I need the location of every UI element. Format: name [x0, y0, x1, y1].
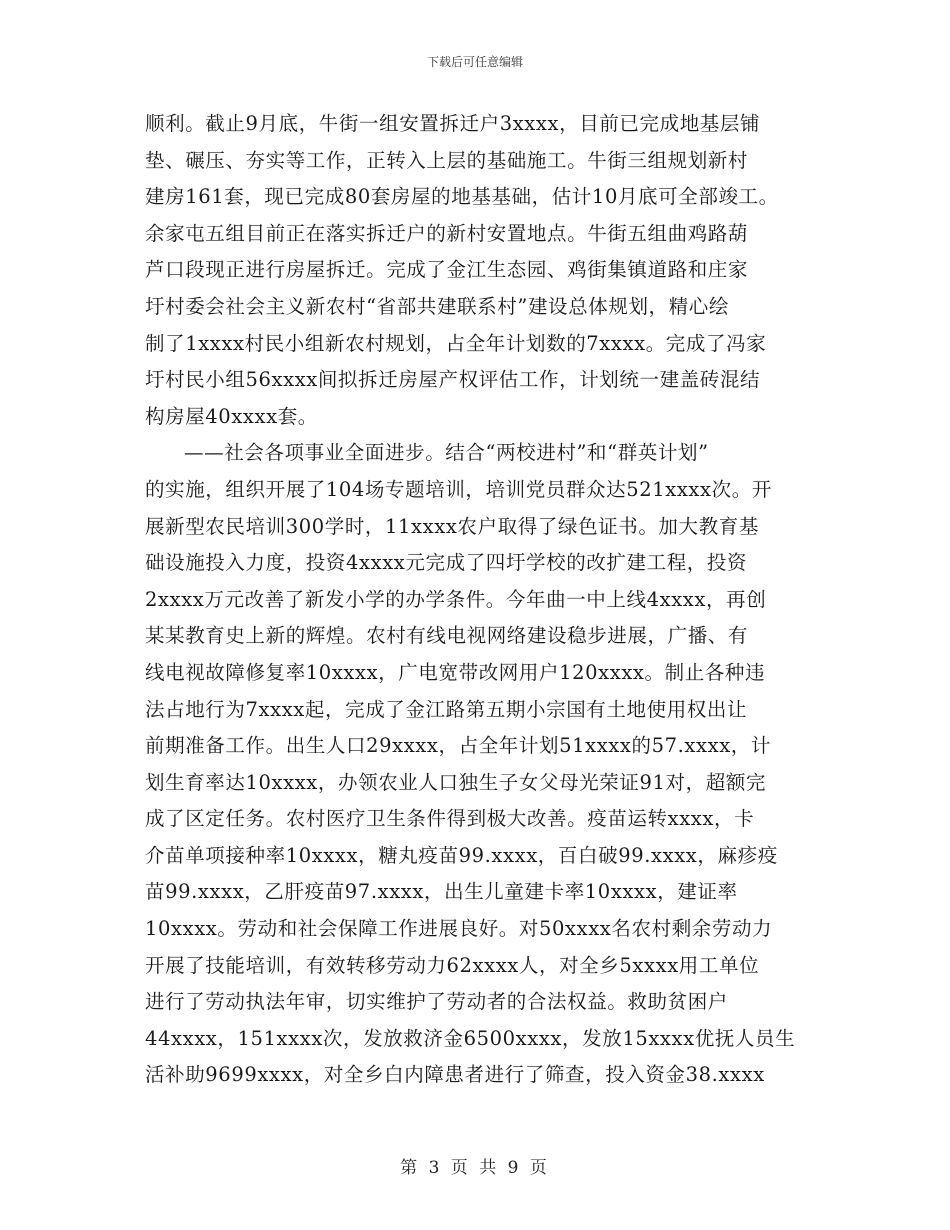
text-line: 法占地行为7xxxx起，完成了金江路第五期小宗国有土地使用权出让 [145, 697, 748, 721]
text-line: 介苗单项接种率10xxxx，糖丸疫苗99.xxxx，百白破99.xxxx，麻疹疫 [145, 843, 778, 867]
text-line: 础设施投入力度，投资4xxxx元完成了四圩学校的改扩建工程，投资 [145, 551, 748, 575]
paragraph-start-line: ——社会各项事业全面进步。结合“两校进村”和“群英计划” [184, 441, 709, 465]
text-line: 2xxxx万元改善了新发小学的办学条件。今年曲一中上线4xxxx，再创 [145, 587, 767, 611]
page-header: 下载后可任意编辑 [426, 55, 523, 69]
text-line: 余家屯五组目前正在落实拆迁户的新村安置地点。牛街五组曲鸡路葫 [145, 221, 749, 245]
page-footer: 第 3 页 共 9 页 [400, 1158, 550, 1178]
text-line: 开展了技能培训，有效转移劳动力62xxxx人，对全乡5xxxx用工单位 [145, 953, 760, 977]
text-line: 划生育率达10xxxx，办领农业人口独生子女父母光荣证91对，超额完 [145, 770, 767, 794]
text-line: 的实施，组织开展了104场专题培训，培训党员群众达521xxxx次。开 [145, 477, 772, 501]
text-line: 构房屋40xxxx套。 [145, 404, 318, 428]
text-line: 进行了劳动执法年审，切实维护了劳动者的合法权益。救助贫困户 [145, 990, 728, 1014]
text-line: 前期准备工作。出生人口29xxxx，占全年计划51xxxx的57.xxxx，计 [145, 734, 772, 758]
text-line: 顺利。截止9月底，牛街一组安置拆迁户3xxxx，目前已完成地基层铺 [145, 112, 761, 135]
text-line: 圩村委会社会主义新农村“省部共建联系村”建设总体规划，精心绘 [145, 294, 729, 318]
text-line: 活补助9699xxxx，对全乡白内障患者进行了筛查，投入资金38.xxxx [145, 1063, 765, 1087]
text-line: 圩村民小组56xxxx间拟拆迁房屋产权评估工作，计划统一建盖砖混结 [145, 368, 761, 392]
text-line: 建房161套，现已完成80套房屋的地基基础，估计10月底可全部竣工。 [145, 185, 779, 209]
text-line: 芦口段现正进行房屋拆迁。完成了金江生态园、鸡街集镇道路和庄家 [145, 258, 749, 282]
document-body [145, 106, 825, 1094]
text-line: 某某教育史上新的辉煌。农村有线电视网络建设稳步进展，广播、有 [145, 624, 749, 648]
text-line: 线电视故障修复率10xxxx，广电宽带改网用户120xxxx。制止各种违 [145, 660, 766, 684]
text-line: 制了1xxxx村民小组新农村规划，占全年计划数的7xxxx。完成了冯家 [145, 331, 767, 355]
text-line: 44xxxx，151xxxx次，发放救济金6500xxxx，发放15xxxx优抚人员生 [145, 1026, 796, 1050]
text-line: 10xxxx。劳动和社会保障工作进展良好。对50xxxx名农村剩余劳动力 [145, 917, 773, 941]
text-line: 成了区定任务。农村医疗卫生条件得到极大改善。疫苗运转xxxx，卡 [145, 807, 755, 831]
text-line: 苗99.xxxx，乙肝疫苗97.xxxx，出生儿童建卡率10xxxx，建证率 [145, 880, 738, 904]
text-line: 展新型农民培训300学时，11xxxx农户取得了绿色证书。加大教育基 [145, 514, 759, 538]
text-line: 垫、碾压、夯实等工作，正转入上层的基础施工。牛街三组规划新村 [145, 148, 749, 172]
